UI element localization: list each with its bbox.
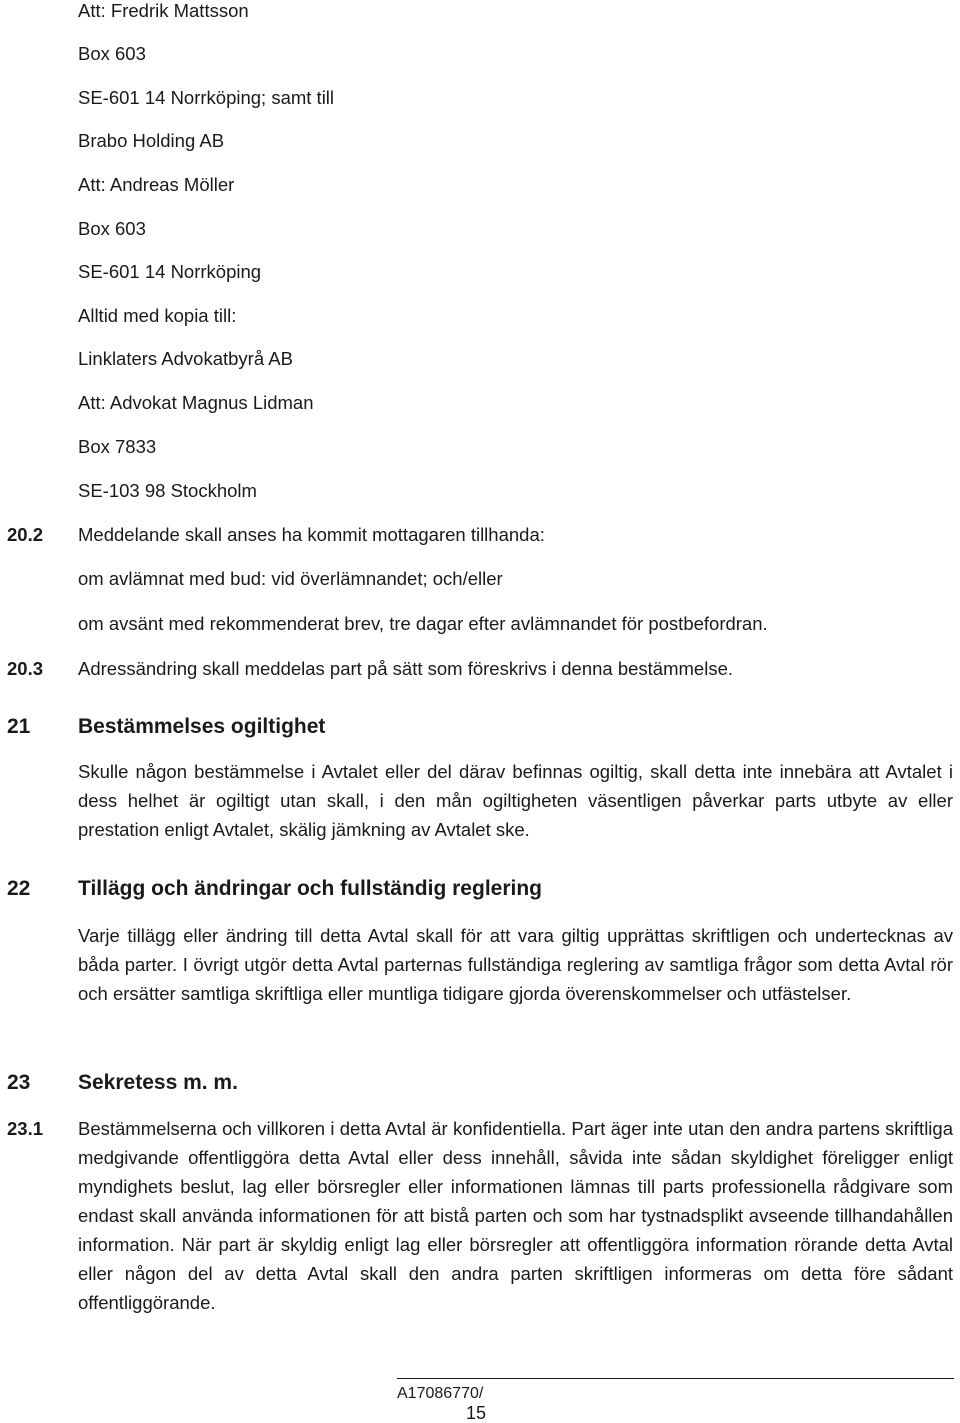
clause-line: om avsänt med rekommenderat brev, tre dagar efter avlämnandet för postbefordran. bbox=[78, 613, 768, 634]
address-line: Alltid med kopia till: bbox=[78, 305, 237, 326]
address-line: Box 7833 bbox=[78, 436, 157, 457]
address-line: Box 603 bbox=[78, 218, 146, 239]
section-number: 22 bbox=[7, 877, 31, 900]
section-paragraph: Skulle någon bestämmelse i Avtalet eller del därav befinnas ogiltig, skall detta inte innebära att Avtalet i dess helhet är ogiltigt utan skall, i den mån ogiltigheten väsentligen påverkar parts utbyte av eller prestation enligt Avtalet, skälig jämkning av Avtalet ske. bbox=[78, 761, 953, 840]
page-number: 15 bbox=[466, 1403, 487, 1423]
address-line: Att: Andreas Möller bbox=[78, 174, 235, 195]
clause-line: om avlämnat med bud: vid överlämnandet; och/eller bbox=[78, 568, 503, 589]
footer-rule bbox=[397, 1378, 954, 1379]
address-line: SE-601 14 Norrköping; samt till bbox=[78, 87, 335, 108]
address-line: Box 603 bbox=[78, 43, 146, 64]
address-line: Linklaters Advokatbyrå AB bbox=[78, 348, 293, 369]
section-title: Tillägg och ändringar och fullständig reglering bbox=[78, 877, 542, 900]
section-title: Sekretess m. m. bbox=[78, 1071, 238, 1094]
address-line: SE-601 14 Norrköping bbox=[78, 261, 262, 282]
clause-number: 20.2 bbox=[7, 524, 44, 545]
clause-number: 20.3 bbox=[7, 658, 44, 679]
address-line: Att: Advokat Magnus Lidman bbox=[78, 392, 314, 413]
document-reference: A17086770/ bbox=[397, 1385, 484, 1402]
clause-text: Adressändring skall meddelas part på sätt som föreskrivs i denna bestämmelse. bbox=[78, 658, 733, 679]
section-number: 21 bbox=[7, 715, 31, 738]
section-paragraph: Varje tillägg eller ändring till detta Avtal skall för att vara giltig upprättas skriftligen och undertecknas av båda parter. I övrigt utgör detta Avtal parternas fullständiga reglering av samtliga frågor som detta Avtal rör och ersätter samtliga skriftliga eller muntliga tidigare gjorda överenskommelser och utfästelser. bbox=[78, 925, 953, 1004]
clause-number: 23.1 bbox=[7, 1118, 44, 1139]
clause-paragraph: Bestämmelserna och villkoren i detta Avtal är konfidentiella. Part äger inte utan den andra partens skriftliga medgivande offentliggöra detta Avtal eller dess innehåll, såvida inte sådan skyldighet föreligger enligt myndighets beslut, lag eller börsregler eller informationen lämnas till parts professionella rådgivare som endast skall använda informationen för att bistå parten och som har tystnadsplikt avseende tillhandahållen information. När part är skyldig enligt lag eller börsregler att offentliggöra information rörande detta Avtal eller någon del av detta Avtal skall den andra parten skriftligen informeras om detta före sådant offentliggörande. bbox=[78, 1118, 953, 1313]
address-line: Brabo Holding AB bbox=[78, 130, 225, 151]
section-number: 23 bbox=[7, 1071, 31, 1094]
section-title: Bestämmelses ogiltighet bbox=[78, 715, 326, 738]
address-line: Att: Fredrik Mattsson bbox=[78, 0, 249, 21]
address-line: SE-103 98 Stockholm bbox=[78, 480, 257, 501]
clause-line: Meddelande skall anses ha kommit mottagaren tillhanda: bbox=[78, 524, 545, 545]
